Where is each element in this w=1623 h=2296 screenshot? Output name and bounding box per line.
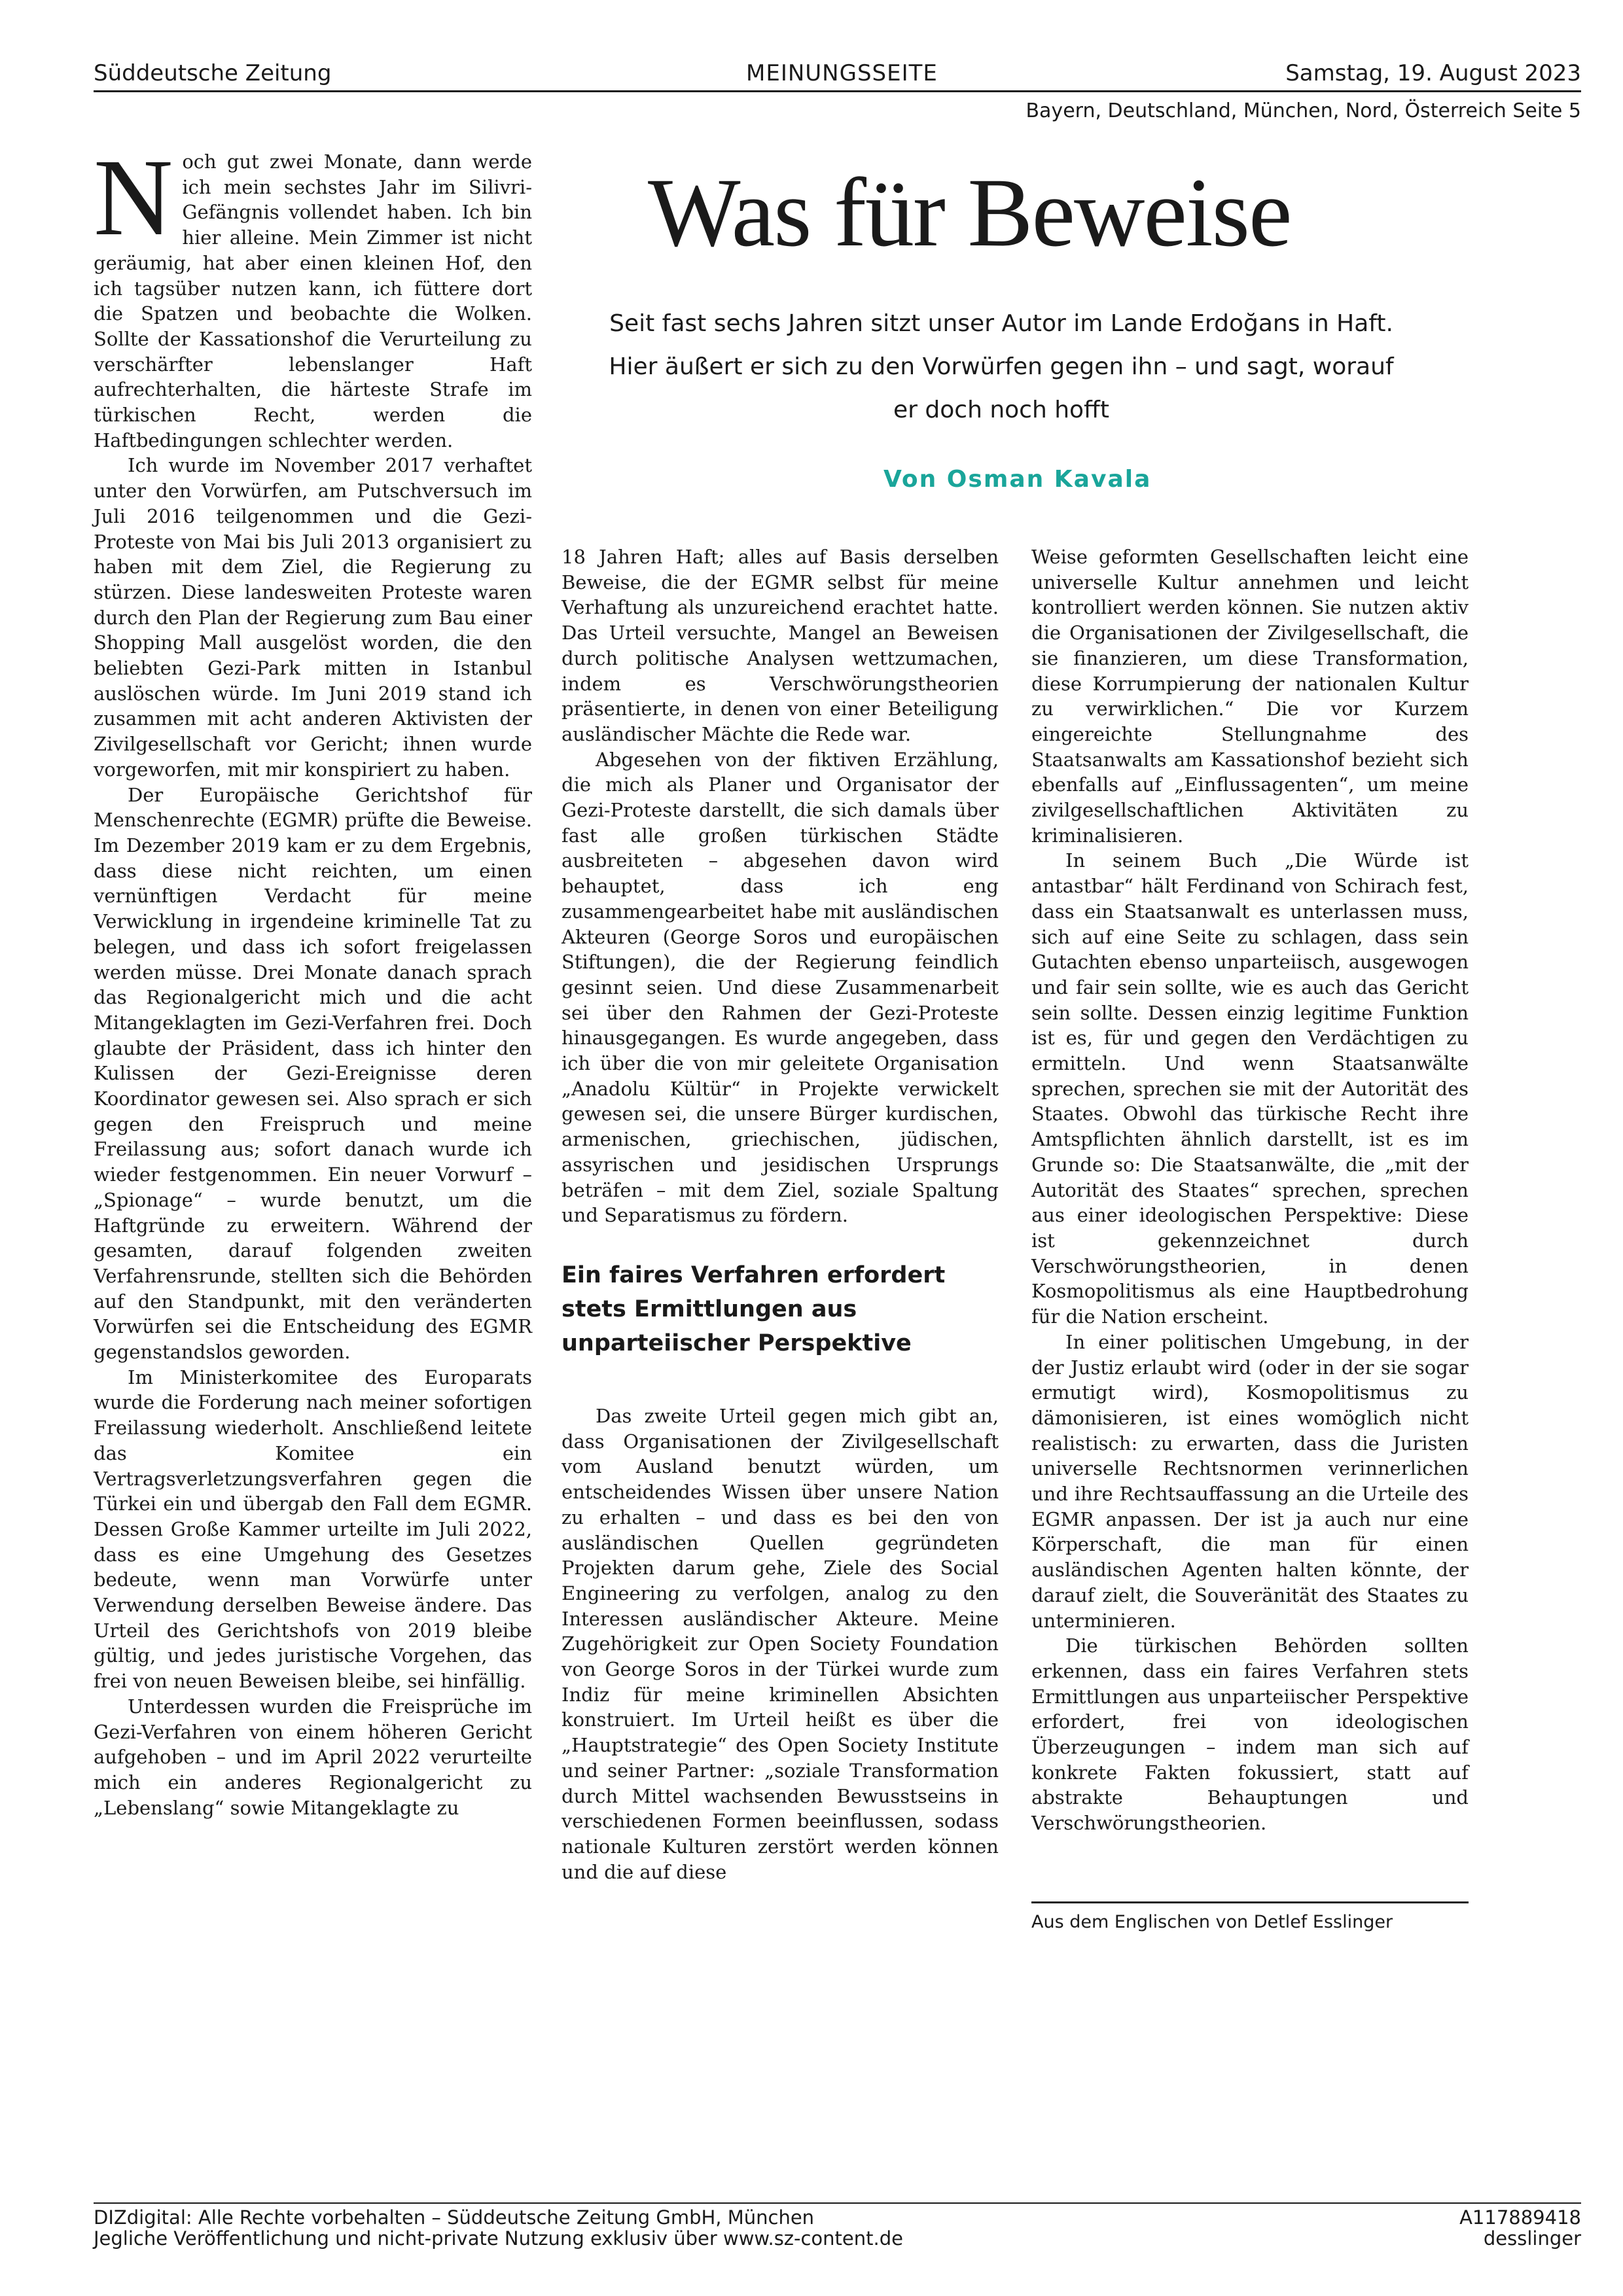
paragraph: Unterdessen wurden die Freisprüche im Gezi-Verfahren von einem höheren Gericht aufgehoben – und im April 2022 verurteilte mich ein anderes Regionalgericht zu „Lebenslang“ sowie Mitangeklagte zu [94,1695,532,1819]
user-name: desslinger [1483,2227,1581,2250]
drop-cap: N [94,137,173,258]
credit-rule [1031,1901,1469,1903]
paragraph: Abgesehen von der fiktiven Erzählung, die mich als Planer und Organisator der Gezi-Proteste darstellt, die sich damals über fast alle großen türkischen Städte ausbreiteten – abgesehen davon wird behauptet, dass ich eng zusammengearbeitet habe mit ausländischen Akteuren (George Soros und europäischen Stiftungen), die der Regierung feindlich gesinnt seien. Und diese Zusammenarbeit sei über den Rahmen der Gezi-Proteste hinausgegangen. Es wurde angegeben, dass ich über die von mir geleitete Organisation „Anadolu Kültür“ in Projekte verwickelt gewesen sei, die unsere Bürger kurdischen, armenischen, griechischen, jüdischen, assyrischen und jesidischen Ursprungs beträfen – mit dem Ziel, soziale Spaltung und Separatismus zu fördern. [562,748,999,1227]
publication-name: Süddeutsche Zeitung [94,60,332,86]
translation-credit: Aus dem Englischen von Detlef Esslinger [1031,1912,1393,1932]
paragraph: 18 Jahren Haft; alles auf Basis derselben Beweise, die der EGMR selbst für meine Verhaftung als unzureichend erachtet hatte. Das Urteil versuchte, Mangel an Beweisen durch politische Analysen wettzumachen, indem es Verschwörungstheorien präsentierte, in denen von einer Beteiligung ausländischer Mächte die Rede war. [562,546,999,745]
header-rule [94,90,1581,92]
paragraph: Der Europäische Gerichtshof für Menschenrechte (EGMR) prüfte die Beweise. Im Dezember 2019 kam er zu dem Ergebnis, dass diese nicht reichten, um einen vernünftigen Verdacht für meine Verwicklung in irgendeine kriminelle Tat zu belegen, und dass ich sofort freigelassen werden müsse. Drei Monate danach sprach das Regionalgericht mich und die acht Mitangeklagten im Gezi-Verfahren frei. Doch glaubte der Präsident, dass ich hinter den Kulissen der Gezi-Ereignisse deren Koordinator gewesen sei. Also sprach er sich gegen den Freispruch und meine Freilassung aus; sofort danach wurde ich wieder festgenommen. Ein neuer Vorwurf – „Spionage“ – wurde benutzt, um die Haftgründe zu erweitern. Während der gesamten, darauf folgenden zweiten Verfahrensrunde, stellten sich die Behörden auf den Standpunkt, mit den veränderten Vorwürfen sei die Entscheidung des EGMR gegenstandslos geworden. [94,783,532,1364]
paragraph: In seinem Buch „Die Würde ist antastbar“ hält Ferdinand von Schirach fest, dass ein Staatsanwalt es unterlassen muss, sich auf eine Seite zu schlagen, dass sein Gutachten ebenso unparteiisch, ausgewogen und fair sein sollte, wie es auch das Gericht sein sollte. Dessen einzig legitime Funktion ist es, für und gegen den Verdächtigen zu ermitteln. Und wenn Staatsanwälte sprechen, sprechen sie mit der Autorität des Staates. Obwohl das türkische Recht ihre Amtspflichten ähnlich darstellt, ist es im Grunde so: Die Staatsanwälte, die „mit der Autorität des Staates“ sprechen, sprechen aus einer ideologischen Perspektive: Diese ist gekennzeichnet durch Verschwörungstheorien, in denen Kosmopolitismus als eine Hauptbedrohung für die Nation erscheint. [1031,849,1469,1328]
article-column-3 [1031,544,1469,1836]
article-column-2 [562,544,999,1884]
headline: Was für Beweise [648,158,1291,267]
usage-notice: Jegliche Veröffentlichung und nicht-private Nutzung exklusiv über www.sz-content.de [94,2227,903,2250]
paragraph [94,137,532,453]
subheading: Ein faires Verfahren erfordert stets Ermittlungen aus unparteiischer Perspektive [562,1262,946,1356]
paragraph: Das zweite Urteil gegen mich gibt an, dass Organisationen der Zivilgesellschaft vom Ausland benutzt würden, um entscheidendes Wissen über unsere Nation zu erhalten – und dass es bei den von ausländischen Quellen gegründeten Projekten darum gehe, Ziele des Social Engineering zu verfolgen, analog zu den Interessen ausländischer Akteure. Meine Zugehörigkeit zur Open Society Foundation von George Soros in der Türkei wurde zum Indiz für meine kriminellen Absichten konstruiert. Im Urteil heißt es über die „Hauptstrategie“ des Open Society Institute und seiner Partner: „soziale Transformation durch Mittel wachsenden Bewusstseins in verschiedenen Formen beeinflussen, sodass nationale Kulturen zerstört werden können und die auf diese [562,1404,999,1883]
issue-date: Samstag, 19. August 2023 [1285,60,1581,86]
edition-info: Bayern, Deutschland, München, Nord, Österreich Seite 5 [1026,99,1581,122]
copyright-notice: DIZdigital: Alle Rechte vorbehalten – Süddeutsche Zeitung GmbH, München [94,2206,815,2229]
standfirst: Seit fast sechs Jahren sitzt unser Autor im Lande Erdoğans in Haft. Hier äußert er sich zu den Vorwürfen gegen ihn – und sagt, worauf er doch noch hofft [609,310,1394,423]
byline: Von Osman Kavala [883,466,1152,493]
document-id: A117889418 [1459,2206,1581,2229]
paragraph: Die türkischen Behörden sollten erkennen, dass ein faires Verfahren stets Ermittlungen aus unparteiischer Perspektive erfordert, frei von ideologischen Überzeugungen – indem man sich auf konkrete Fakten fokussiert, statt auf abstrakte Behauptungen und Verschwörungstheorien. [1031,1634,1469,1835]
article-column-1 [94,137,532,1820]
paragraph: Weise geformten Gesellschaften leicht eine universelle Kultur annehmen und leicht kontrolliert werden können. Sie nutzen aktiv die Organisationen der Zivilgesellschaft, die sie finanzieren, um diese Transformation, diese Korrumpierung der nationalen Kultur zu verwirklichen.“ Die vor Kurzem eingereichte Stellungnahme des Staatsanwalts am Kassationshof bezieht sich ebenfalls auf „Einflussagenten“, um meine zivilgesellschaftlichen Aktivitäten zu kriminalisieren. [1031,546,1469,847]
paragraph-text: och gut zwei Monate, dann werde ich mein sechstes Jahr im Silivri-Gefängnis vollendet haben. Ich bin hier alleine. Mein Zimmer ist nicht geräumig, hat aber einen kleinen Hof, den ich tagsüber nutzen kann, ich füttere dort die Spatzen und beobachte die Wolken. Sollte der Kassationshof die Verurteilung zu verschärfter lebenslanger Haft aufrechterhalten, die härteste Strafe im türkischen Recht, werden die Haftbedingungen schlechter werden. [94,150,532,451]
section-label: MEINUNGSSEITE [746,60,938,86]
footer-rule [94,2202,1581,2204]
paragraph: In einer politischen Umgebung, in der der Justiz erlaubt wird (oder in der sie sogar ermutigt wird), Kosmopolitismus zu dämonisieren, ist eines womöglich nicht realistisch: zu erwarten, dass die Juristen universelle Rechtsnormen verinnerlichen und ihre Rechtsauffassung an die Urteile des EGMR anpassen. Der ist ja auch nur eine Körperschaft, die man für einen ausländischen Agenten halten könnte, der darauf zielt, die Souveränität des Staates zu unterminieren. [1031,1330,1469,1632]
paragraph: Im Ministerkomitee des Europarats wurde die Forderung nach meiner sofortigen Freilassung wiederholt. Anschließend leitete das Komitee ein Vertragsverletzungsverfahren gegen die Türkei ein und übergab den Fall dem EGMR. Dessen Große Kammer urteilte im Juli 2022, dass es eine Umgehung des Gesetzes bedeute, wenn man Vorwürfe unter Verwendung derselben Beweise ändere. Das Urteil des Gerichtshofs von 2019 bleibe gültig, und jedes juristische Vorgehen, das frei von neuen Beweisen bleibe, sei hinfällig. [94,1366,532,1693]
paragraph: Ich wurde im November 2017 verhaftet unter den Vorwürfen, am Putschversuch im Juli 2016 teilgenommen und die Gezi-Proteste von Mai bis Juli 2013 organisiert zu haben mit dem Ziel, die Regierung zu stürzen. Diese landesweiten Proteste waren durch den Plan der Regierung zum Bau einer Shopping Mall ausgelöst worden, die den beliebten Gezi-Park mitten in Istanbul auslöschen würde. Im Juni 2019 stand ich zusammen mit acht anderen Aktivisten der Zivilgesellschaft vor Gericht; ihnen wurde vorgeworfen, mit mir konspiriert zu haben. [94,454,532,781]
